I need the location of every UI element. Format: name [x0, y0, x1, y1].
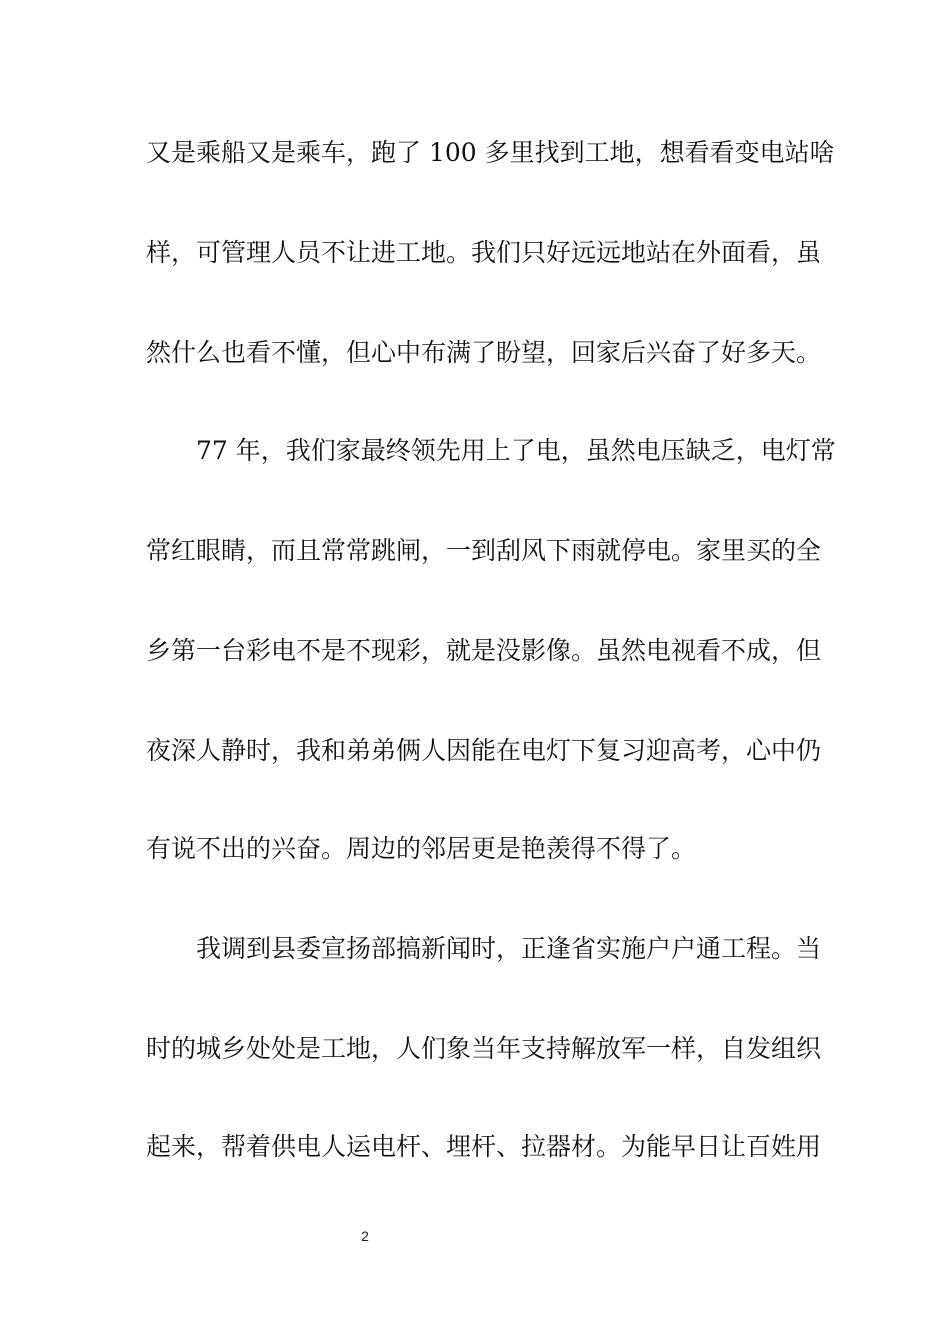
text-line: 我调到县委宣扬部搞新闻时，正逢省实施户户通工程。当 — [196, 934, 822, 963]
text-line: 样，可管理人员不让进工地。我们只好远远地站在外面看，虽 — [146, 238, 822, 267]
text-line: 然什么也看不懂，但心中布满了盼望，回家后兴奋了好多天。 — [146, 338, 822, 367]
text-line: 77 年，我们家最终领先用上了电，虽然电压缺乏，电灯常 — [196, 436, 836, 465]
text-line: 乡第一台彩电不是不现彩，就是没影像。虽然电视看不成，但 — [146, 636, 822, 665]
text-line: 时的城乡处处是工地，人们象当年支持解放军一样，自发组织 — [146, 1034, 822, 1063]
text-line: 常红眼睛，而且常常跳闸，一到刮风下雨就停电。家里买的全 — [146, 536, 822, 565]
text-line: 起来，帮着供电人运电杆、埋杆、拉器材。为能早日让百姓用 — [146, 1132, 822, 1161]
text-line: 又是乘船又是乘车，跑了 100 多里找到工地，想看看变电站啥 — [146, 138, 835, 167]
text-line: 有说不出的兴奋。周边的邻居更是艳羡得不得了。 — [146, 834, 697, 863]
page-number: 2 — [361, 1228, 369, 1244]
text-line: 夜深人静时，我和弟弟俩人因能在电灯下复习迎高考，心中仍 — [146, 736, 822, 765]
